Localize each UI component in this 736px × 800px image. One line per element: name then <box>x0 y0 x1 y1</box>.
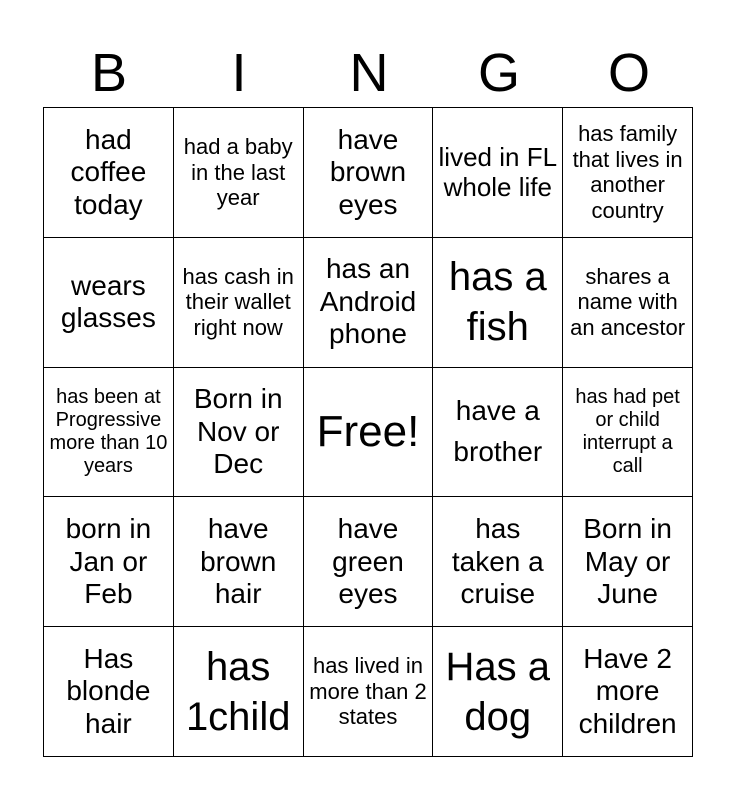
bingo-cell[interactable]: have a brother <box>433 368 563 498</box>
bingo-cell[interactable]: have green eyes <box>304 497 434 627</box>
bingo-cell[interactable]: had coffee today <box>44 108 174 238</box>
bingo-cell[interactable]: has had pet or child interrupt a call <box>563 368 693 498</box>
free-space[interactable]: Free! <box>304 368 434 498</box>
header-letter-b: B <box>90 43 128 103</box>
header-letter-i: I <box>231 43 247 103</box>
bingo-board <box>43 107 693 757</box>
bingo-cell[interactable]: Has blonde hair <box>44 627 174 757</box>
bingo-cell[interactable]: Have 2 more children <box>563 627 693 757</box>
bingo-cell[interactable]: Born in Nov or Dec <box>174 368 304 498</box>
bingo-cell[interactable]: Has a dog <box>433 627 563 757</box>
bingo-cell[interactable]: has cash in their wallet right now <box>174 238 304 368</box>
header-letter-o: O <box>607 43 650 103</box>
header-letter-n: N <box>349 43 389 103</box>
bingo-cell[interactable]: has a fish <box>433 238 563 368</box>
bingo-cell[interactable]: shares a name with an ancestor <box>563 238 693 368</box>
bingo-cell[interactable]: has an Android phone <box>304 238 434 368</box>
bingo-cell[interactable]: has taken a cruise <box>433 497 563 627</box>
bingo-cell[interactable]: has family that lives in another country <box>563 108 693 238</box>
bingo-cell[interactable]: have brown eyes <box>304 108 434 238</box>
bingo-cell[interactable]: has been at Progressive more than 10 years <box>44 368 174 498</box>
bingo-cell[interactable]: have brown hair <box>174 497 304 627</box>
bingo-cell[interactable]: had a baby in the last year <box>174 108 304 238</box>
bingo-cell[interactable]: has 1child <box>174 627 304 757</box>
bingo-cell[interactable]: lived in FL whole life <box>433 108 563 238</box>
bingo-cell[interactable]: has lived in more than 2 states <box>304 627 434 757</box>
bingo-header <box>44 40 694 106</box>
bingo-cell[interactable]: born in Jan or Feb <box>44 497 174 627</box>
header-letter-g: G <box>477 43 520 103</box>
bingo-cell[interactable]: wears glasses <box>44 238 174 368</box>
bingo-cell[interactable]: Born in May or June <box>563 497 693 627</box>
